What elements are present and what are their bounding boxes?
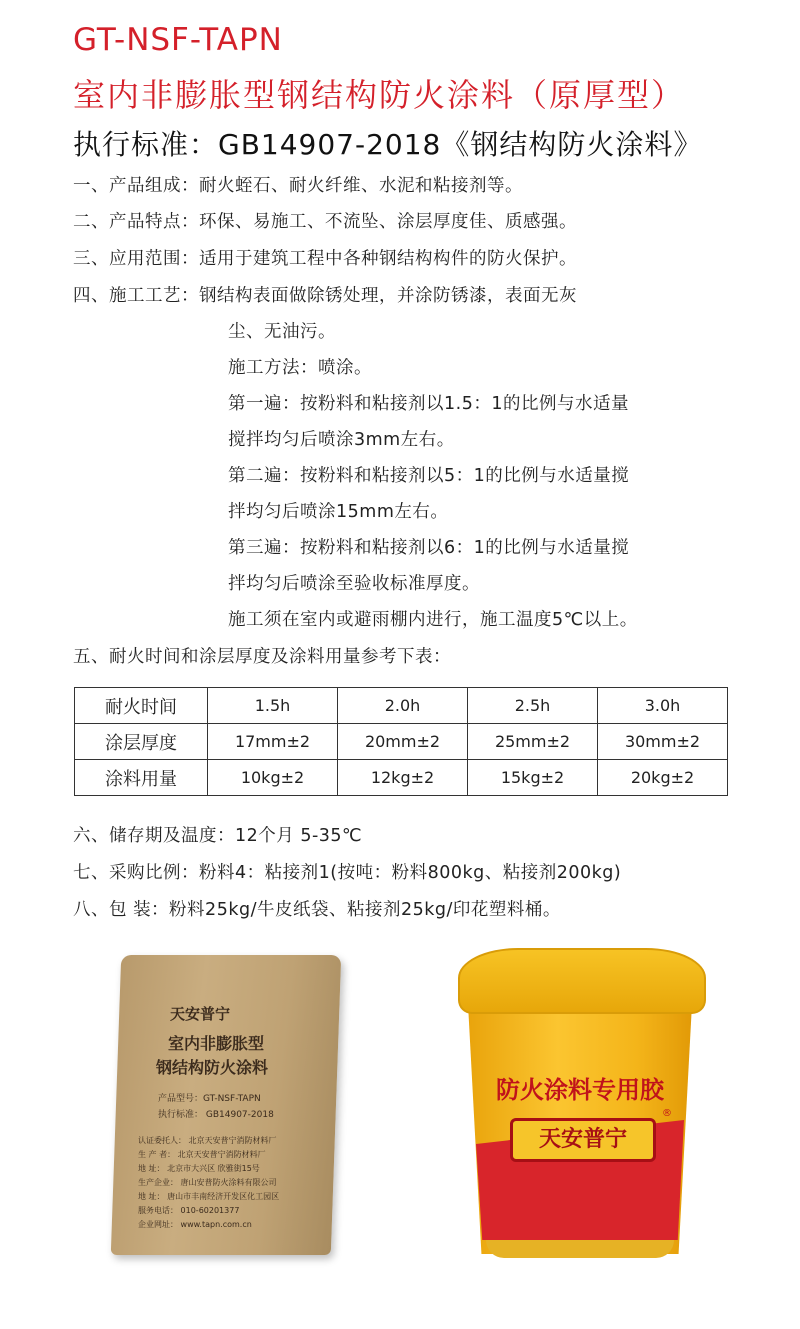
section-process: 四、施工工艺：钢结构表面做除锈处理，并涂防锈漆，表面无灰 [73,286,577,306]
table-cell: 1.5h [208,688,338,724]
bucket-base [486,1240,674,1258]
section-ratio: 七、采购比例：粉料4：粘接剂1(按吨：粉料800kg、粘接剂200kg) [73,863,622,883]
table-cell: 25mm±2 [468,724,598,760]
bucket-brand: 天安普宁 [510,1118,656,1162]
reference-table [74,687,728,796]
process-method: 施工方法：喷涂。 [228,358,372,378]
table-row [75,760,728,796]
process-step-3: 第三遍：按粉料和粘接剂以6：1的比例与水适量搅 [228,538,630,558]
product-model: GT-NSF-TAPN [73,22,283,58]
process-step-2-cont: 拌均匀后喷涂15mm左右。 [228,502,449,522]
bag-info-line: 认证委托人： 北京天安普宁消防材料厂 [138,1136,277,1145]
section-storage: 六、储存期及温度：12个月 5-35℃ [73,826,363,846]
bag-info-line: 地 址： 北京市大兴区 欣雅街15号 [138,1164,260,1173]
process-condition: 施工须在室内或避雨棚内进行，施工温度5℃以上。 [228,610,638,630]
table-cell: 15kg±2 [468,760,598,796]
table-row [75,724,728,760]
table-cell: 10kg±2 [208,760,338,796]
process-line: 尘、无油污。 [228,322,336,342]
product-title: 室内非膨胀型钢结构防火涂料（原厚型） [73,76,686,114]
table-cell: 2.5h [468,688,598,724]
section-composition: 一、产品组成：耐火蛭石、耐火纤维、水泥和粘接剂等。 [73,176,523,196]
section-features: 二、产品特点：环保、易施工、不流坠、涂层厚度佳、质感强。 [73,212,577,232]
bag-info-line: 企业网址： www.tapn.com.cn [138,1220,252,1229]
bucket-title: 防火涂料专用胶 [496,1075,664,1104]
table-cell: 20mm±2 [338,724,468,760]
table-cell: 20kg±2 [598,760,728,796]
bag-line2: 钢结构防火涂料 [156,1058,269,1077]
table-cell: 涂料用量 [75,760,208,796]
process-step-1-cont: 搅拌均匀后喷涂3mm左右。 [228,430,455,450]
bucket-lid [458,948,706,1014]
bag-model: 产品型号：GT-NSF-TAPN [158,1094,261,1104]
plastic-bucket-image [450,940,710,1270]
bag-info-line: 地 址： 唐山市丰南经济开发区化工园区 [138,1192,280,1201]
execution-standard: 执行标准：GB14907-2018《钢结构防火涂料》 [73,128,703,161]
process-step-3-cont: 拌均匀后喷涂至验收标准厚度。 [228,574,480,594]
bag-brand: 天安普宁 [170,1005,231,1023]
table-cell: 17mm±2 [208,724,338,760]
table-cell: 2.0h [338,688,468,724]
section-application: 三、应用范围：适用于建筑工程中各种钢结构构件的防火保护。 [73,249,577,269]
bag-info-line: 生产企业： 唐山安普防火涂料有限公司 [138,1178,277,1187]
table-cell: 12kg±2 [338,760,468,796]
bag-standard: 执行标准： GB14907-2018 [158,1110,274,1120]
table-cell: 3.0h [598,688,728,724]
section-reference: 五、耐火时间和涂层厚度及涂料用量参考下表： [73,647,451,667]
kraft-bag-image [108,945,348,1265]
bag-info-line: 生 产 者： 北京天安普宁消防材料厂 [138,1150,266,1159]
registered-mark: ® [662,1108,672,1119]
process-step-1: 第一遍：按粉料和粘接剂以1.5：1的比例与水适量 [228,394,629,414]
table-cell: 30mm±2 [598,724,728,760]
table-row [75,688,728,724]
process-step-2: 第二遍：按粉料和粘接剂以5：1的比例与水适量搅 [228,466,630,486]
table-cell: 涂层厚度 [75,724,208,760]
table-cell: 耐火时间 [75,688,208,724]
bag-info-line: 服务电话： 010-60201377 [138,1206,240,1215]
bag-line1: 室内非膨胀型 [168,1034,265,1053]
section-packaging: 八、包 装：粉料25kg/牛皮纸袋、粘接剂25kg/印花塑料桶。 [73,900,561,920]
